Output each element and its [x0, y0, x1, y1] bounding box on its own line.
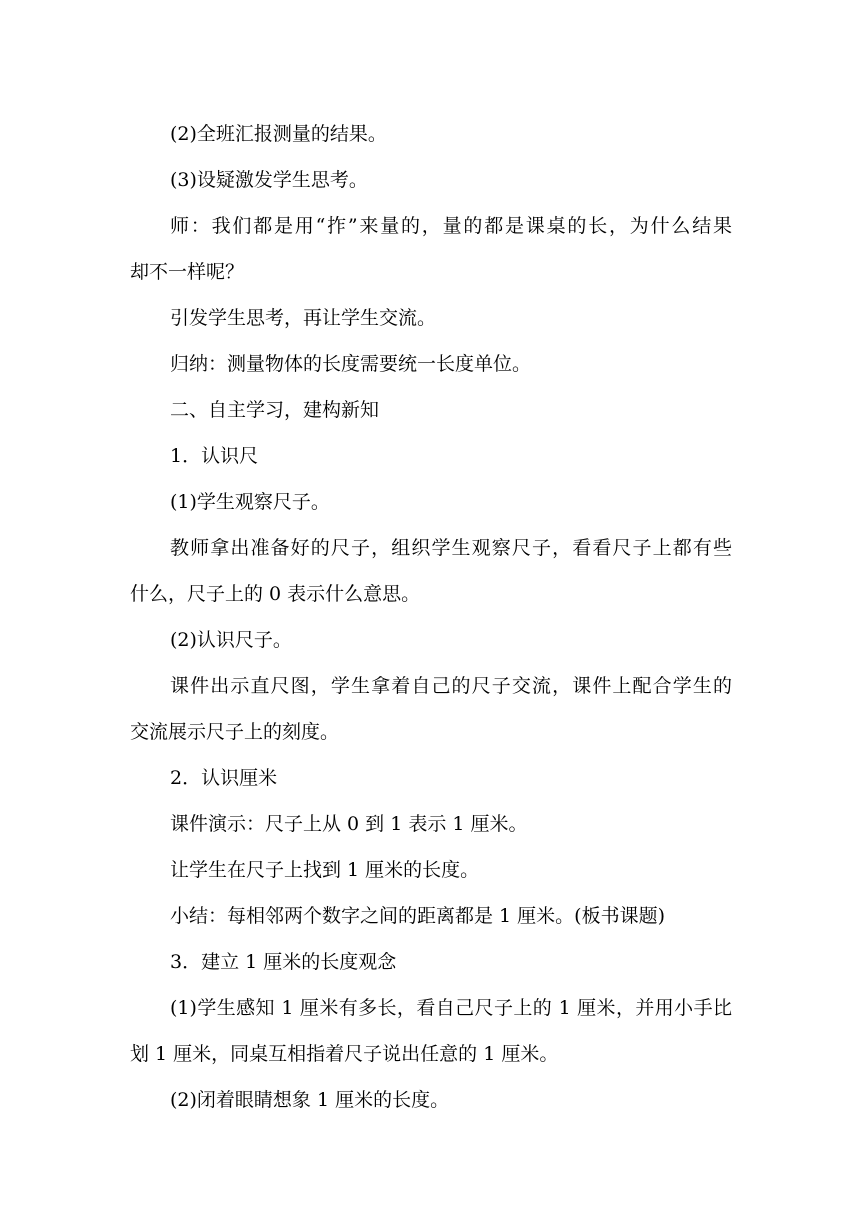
paragraph-line: 却不一样呢？ [130, 261, 245, 283]
paragraph [130, 663, 732, 755]
paragraph-line: 教师拿出准备好的尺子，组织学生观察尺子，看看尺子上都有些 [170, 537, 732, 559]
paragraph: (2)闭着眼睛想象 1 厘米的长度。 [170, 1089, 450, 1111]
subsection-heading: 2．认识厘米 [170, 767, 278, 789]
subsection-heading: 1．认识尺 [170, 445, 259, 467]
paragraph-line: (1)学生感知 1 厘米有多长，看自己尺子上的 1 厘米，并用小手比 [170, 997, 732, 1019]
paragraph: (3)设疑激发学生思考。 [170, 169, 368, 191]
paragraph-line: 课件出示直尺图，学生拿着自己的尺子交流，课件上配合学生的 [170, 675, 732, 697]
paragraph: (1)学生观察尺子。 [170, 491, 330, 513]
paragraph [130, 525, 732, 617]
paragraph [130, 985, 732, 1077]
paragraph [130, 203, 732, 295]
paragraph-line: 师：我们都是用“拃”来量的，量的都是课桌的长，为什么结果 [170, 215, 732, 237]
paragraph: 归纳：测量物体的长度需要统一长度单位。 [170, 353, 532, 375]
paragraph-line: 什么，尺子上的 0 表示什么意思。 [130, 583, 421, 605]
paragraph: 小结：每相邻两个数字之间的距离都是 1 厘米。(板书课题) [170, 905, 665, 927]
paragraph-line: 交流展示尺子上的刻度。 [130, 721, 340, 743]
paragraph: 让学生在尺子上找到 1 厘米的长度。 [170, 859, 480, 881]
paragraph: 课件演示：尺子上从 0 到 1 表示 1 厘米。 [170, 813, 528, 835]
document-page [130, 111, 732, 1123]
paragraph: 引发学生思考，再让学生交流。 [170, 307, 437, 329]
paragraph: (2)全班汇报测量的结果。 [170, 123, 387, 145]
subsection-heading: 3．建立 1 厘米的长度观念 [170, 951, 397, 973]
paragraph-line: 划 1 厘米，同桌互相指着尺子说出任意的 1 厘米。 [130, 1043, 559, 1065]
section-heading: 二、自主学习，建构新知 [170, 399, 380, 421]
paragraph: (2)认识尺子。 [170, 629, 292, 651]
